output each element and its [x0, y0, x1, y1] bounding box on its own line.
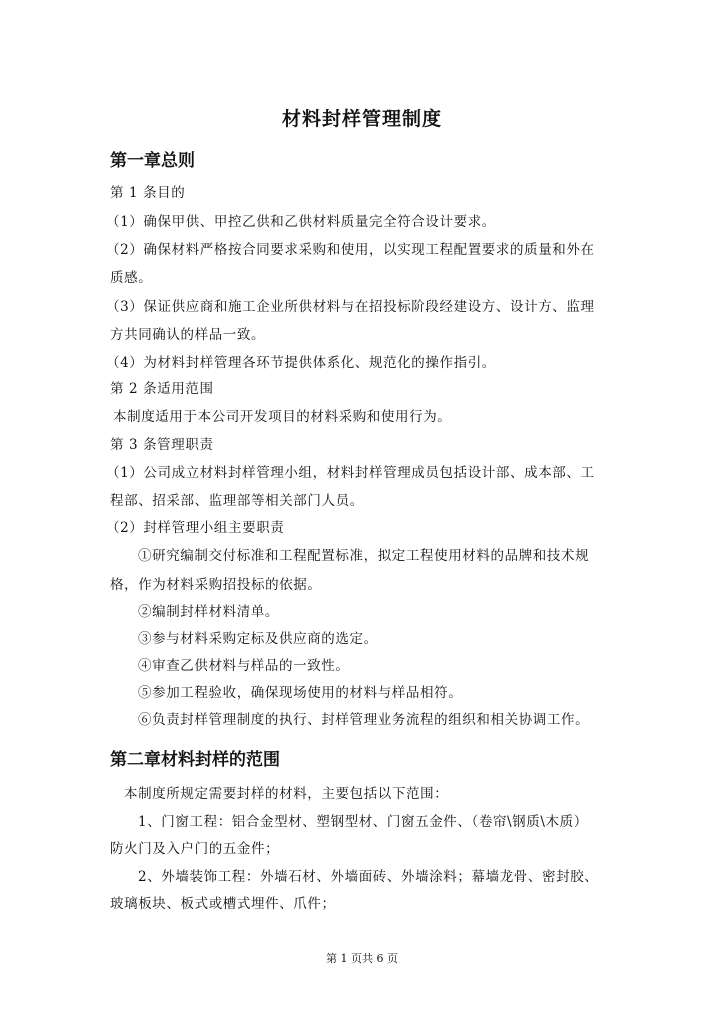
article-heading: 第 2 条适用范围	[110, 381, 214, 397]
chapter-heading: 第二章材料封样的范围	[110, 750, 280, 770]
list-item: ②编制封样材料清单。	[138, 604, 279, 620]
list-item: 2、外墙装饰工程：外墙石材、外墙面砖、外墙涂料；幕墙龙骨、密封胶、	[138, 869, 599, 885]
list-item: ①研究编制交付标准和工程配置标准，拟定工程使用材料的品牌和技术规	[138, 548, 590, 564]
paragraph-line: 质感。	[110, 270, 153, 286]
paragraph-line: （4）为材料封样管理各环节提供体系化、规范化的操作指引。	[106, 355, 496, 371]
paragraph-line: 玻璃板块、板式或槽式埋件、爪件；	[110, 896, 336, 912]
list-item: ③参与材料采购定标及供应商的选定。	[138, 631, 378, 647]
paragraph-line: （1）公司成立材料封样管理小组，材料封样管理成员包括设计部、成本部、工	[106, 465, 595, 481]
paragraph-line: 本制度适用于本公司开发项目的材料采购和使用行为。	[113, 409, 452, 425]
paragraph-line: （1）确保甲供、甲控乙供和乙供材料质量完全符合设计要求。	[106, 214, 496, 230]
paragraph-line: （2）确保材料严格按合同要求采购和使用，以实现工程配置要求的质量和外在	[106, 242, 595, 258]
paragraph-line: （2）封样管理小组主要职责	[106, 520, 285, 536]
list-item: ④审查乙供材料与样品的一致性。	[138, 658, 350, 674]
list-item: ⑥负责封样管理制度的执行、封样管理业务流程的组织和相关协调工作。	[138, 712, 590, 728]
paragraph-line: （3）保证供应商和施工企业所供材料与在招投标阶段经建设方、设计方、监理	[106, 299, 595, 315]
paragraph-line: 程部、招采部、监理部等相关部门人员。	[110, 493, 364, 509]
article-heading: 第 3 条管理职责	[110, 437, 214, 453]
paragraph-line: 方共同确认的样品一致。	[110, 327, 266, 343]
paragraph-line: 格，作为材料采购招投标的依据。	[110, 577, 322, 593]
document-title: 材料封样管理制度	[281, 108, 442, 130]
list-item: ⑤参加工程验收，确保现场使用的材料与样品相符。	[138, 685, 463, 701]
list-item: 1、门窗工程：铝合金型材、塑钢型材、门窗五金件、（卷帘\钢质\木质）	[138, 814, 588, 830]
page-footer: 第 1 页共 6 页	[326, 952, 398, 965]
article-heading: 第 1 条目的	[110, 185, 186, 201]
paragraph-line: 本制度所规定需要封样的材料，主要包括以下范围：	[124, 786, 449, 802]
chapter-heading: 第一章总则	[110, 151, 195, 171]
paragraph-line: 防火门及入户门的五金件；	[110, 841, 280, 857]
